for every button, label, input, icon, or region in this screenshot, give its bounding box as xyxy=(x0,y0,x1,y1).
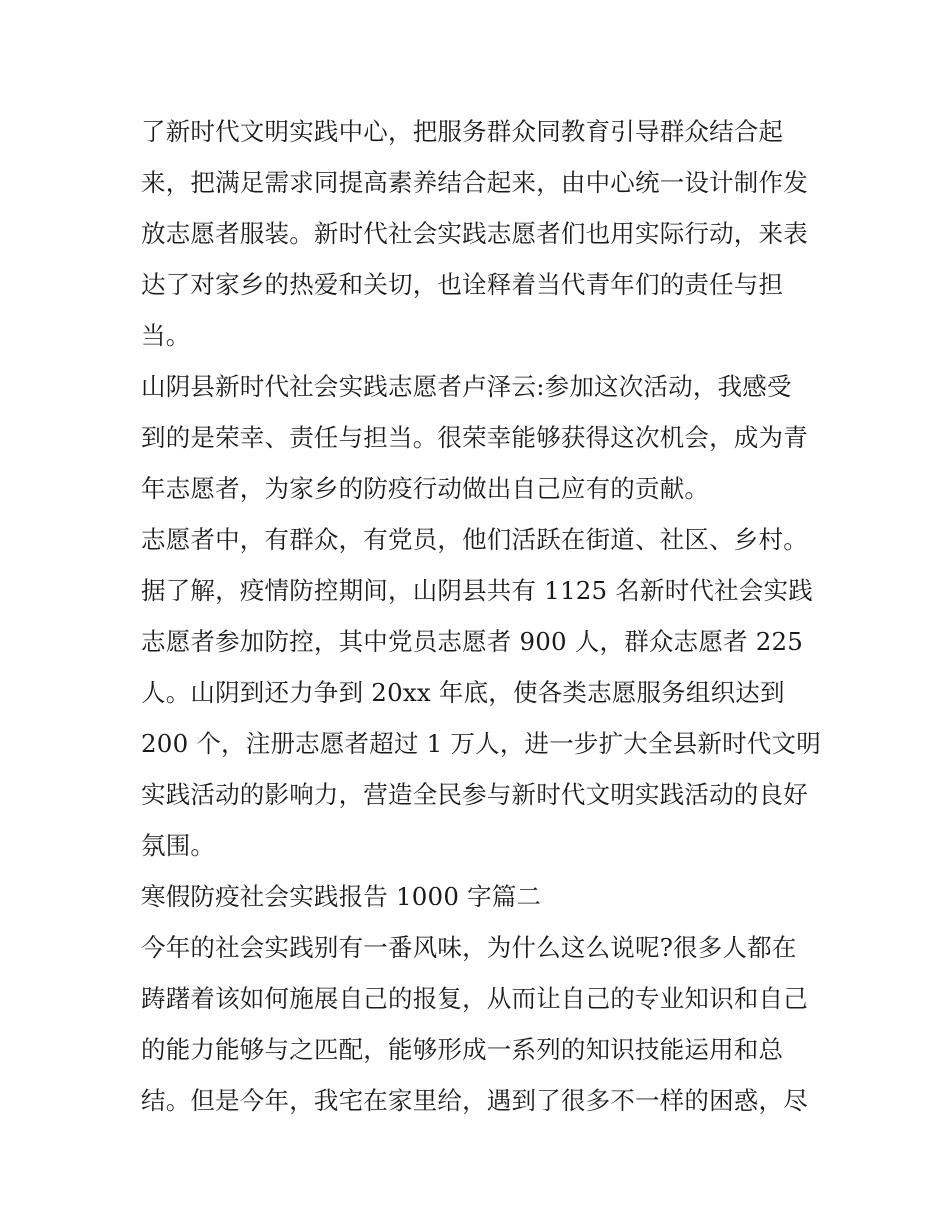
text-line: 人。山阴到还力争到 20xx 年底，使各类志愿服务组织达到 xyxy=(141,678,785,707)
text-line: 志愿者中，有群众，有党员，他们活跃在街道、社区、乡村。 xyxy=(141,525,808,554)
text-line: 的能力能够与之匹配，能够形成一系列的知识技能运用和总 xyxy=(141,1035,784,1064)
text-line: 了新时代文明实践中心，把服务群众同教育引导群众结合起 xyxy=(141,117,784,146)
text-line: 当。 xyxy=(141,321,191,350)
text-line: 结。但是今年，我宅在家里给，遇到了很多不一样的困惑，尽 xyxy=(141,1086,808,1115)
text-line: 踌躇着该如何施展自己的报复，从而让自己的专业知识和自己 xyxy=(141,984,808,1013)
text-line: 达了对家乡的热爱和关切，也诠释着当代青年们的责任与担 xyxy=(141,270,784,299)
text-line: 志愿者参加防控，其中党员志愿者 900 人，群众志愿者 225 xyxy=(141,627,804,656)
text-line: 山阴县新时代社会实践志愿者卢泽云:参加这次活动，我感受 xyxy=(141,372,792,401)
section-heading: 寒假防疫社会实践报告 1000 字篇二 xyxy=(141,882,542,911)
text-line: 今年的社会实践别有一番风味，为什么这么说呢?很多人都在 xyxy=(141,933,797,962)
text-line: 实践活动的影响力，营造全民参与新时代文明实践活动的良好 xyxy=(141,780,808,809)
text-line: 到的是荣幸、责任与担当。很荣幸能够获得这次机会，成为青 xyxy=(141,423,808,452)
text-line: 来，把满足需求同提高素养结合起来，由中心统一设计制作发 xyxy=(141,168,808,197)
text-line: 氛围。 xyxy=(141,831,216,860)
text-line: 据了解，疫情防控期间，山阴县共有 1125 名新时代社会实践 xyxy=(141,576,813,605)
document-body xyxy=(141,106,821,1126)
text-line: 年志愿者，为家乡的防疫行动做出自己应有的贡献。 xyxy=(141,474,710,503)
text-line: 放志愿者服装。新时代社会实践志愿者们也用实际行动，来表 xyxy=(141,219,808,248)
text-line: 200 个，注册志愿者超过 1 万人，进一步扩大全县新时代文明 xyxy=(141,729,821,758)
